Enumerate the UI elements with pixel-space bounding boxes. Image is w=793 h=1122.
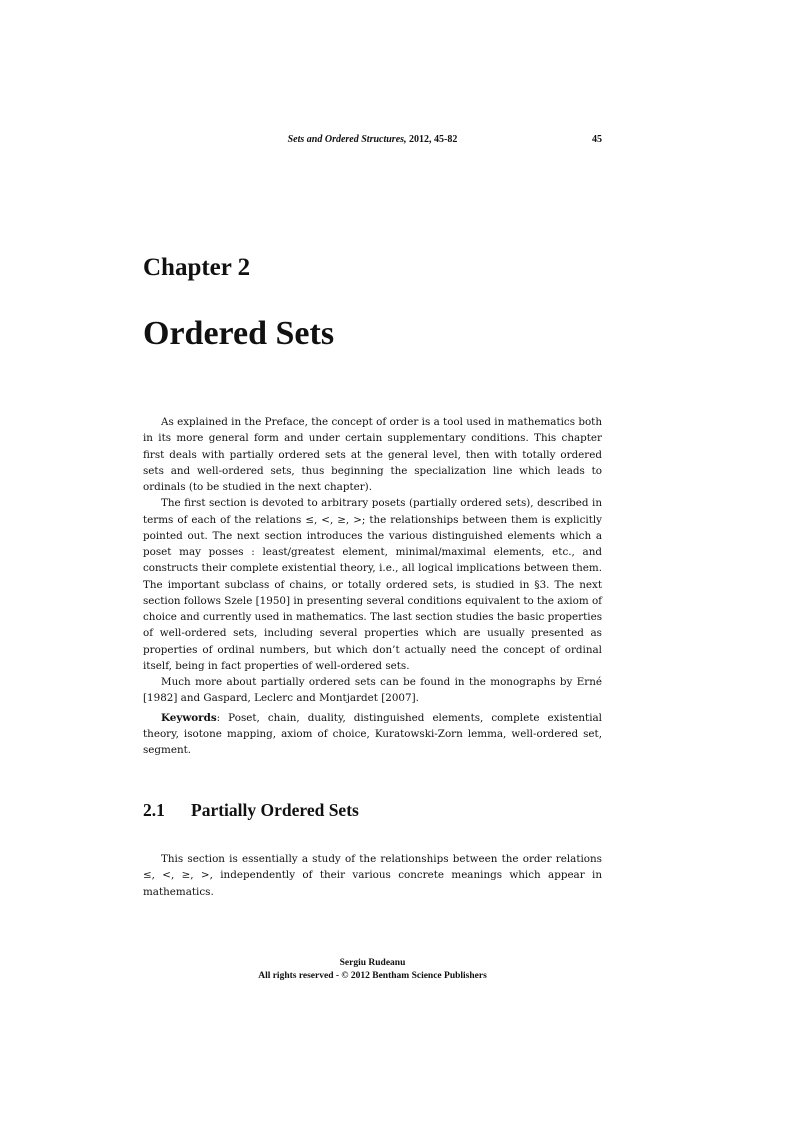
section-heading bbox=[143, 800, 359, 821]
page-footer bbox=[143, 957, 602, 982]
journal-name: Sets and Ordered Structures, bbox=[287, 134, 407, 145]
section-body bbox=[143, 851, 602, 900]
running-header bbox=[143, 134, 602, 148]
journal-details: 2012, 45-82 bbox=[409, 134, 458, 145]
paragraph-intro: As explained in the Preface, the concept of order is a tool used in mathematics both in its more general form and under certain supplementary conditions. This chapter first deals with partially ordered sets at the general level, then with totally ordered sets and well-ordered sets, thus beginning the specialization line which leads to ordinals (to be studied in the next chapter). bbox=[143, 416, 602, 493]
keywords-label: Keywords bbox=[161, 711, 217, 724]
section-title: Partially Ordered Sets bbox=[191, 800, 359, 820]
paragraph-further-reading: Much more about partially ordered sets can be found in the monographs by Erné [1982] and Gaspard, Leclerc and Montjardet [2007]. bbox=[143, 676, 602, 705]
page-number: 45 bbox=[592, 134, 602, 145]
footer-author: Sergiu Rudeanu bbox=[339, 958, 406, 968]
chapter-abstract bbox=[143, 414, 602, 758]
footer-rights: All rights reserved - © 2012 Bentham Science Publishers bbox=[258, 970, 487, 981]
journal-citation bbox=[143, 134, 602, 145]
chapter-label: Chapter 2 bbox=[143, 254, 251, 281]
paragraph-sections-overview: The first section is devoted to arbitrary posets (partially ordered sets), described in terms of each of the relations ≤, <, ≥, >; the relationships between them is explicitly pointed out. The next section introduces the various distinguished elements which a poset may posses : least/greatest element, minimal/maximal elements, etc., and constructs their complete existential theory, i.e., all logical implications between them. The important subclass of chains, or totally ordered sets, is studied in §3. The next section follows Szele [1950] in presenting several conditions equivalent to the axiom of choice and currently used in mathematics. The last section studies the basic properties of well-ordered sets, including several properties which are usually presented as properties of ordinal numbers, but which don’t actually need the concept of ordinal itself, being in fact properties of well-ordered sets. bbox=[143, 497, 602, 672]
section-paragraph: This section is essentially a study of the relationships between the order relations ≤, <, ≥, >, independently of their various concrete meanings which appear in mathematics. bbox=[143, 853, 602, 898]
section-number: 2.1 bbox=[143, 800, 165, 820]
keywords-paragraph bbox=[143, 710, 602, 759]
chapter-title: Ordered Sets bbox=[143, 315, 335, 352]
keywords-text: : Poset, chain, duality, distinguished elements, complete existential theory, isotone mapping, axiom of choice, Kuratowski-Zorn lemma, well-ordered set, segment. bbox=[143, 711, 602, 756]
